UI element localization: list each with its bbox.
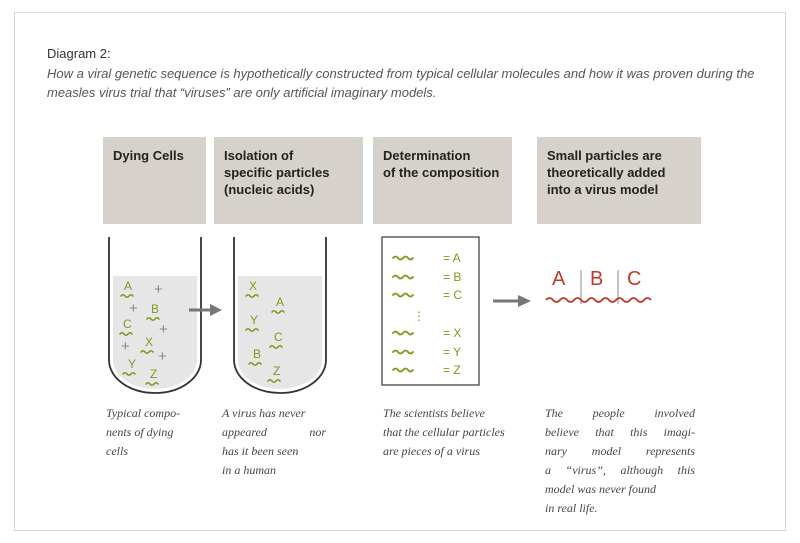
list-item: = A	[443, 251, 461, 265]
list-item: = C	[443, 288, 463, 302]
header-line: Isolation of	[224, 148, 294, 163]
description-line: A virus has never	[222, 406, 306, 420]
list-item: = X	[443, 326, 462, 340]
molecule-label: X	[249, 279, 258, 293]
plus-sign: +	[129, 300, 138, 317]
description-line: model was never found	[545, 482, 656, 496]
description-line: in real life.	[545, 501, 598, 515]
plus-sign: +	[158, 348, 167, 365]
molecule-label: X	[145, 335, 154, 349]
description-line: are pieces of a virus	[383, 444, 480, 458]
composition-list-box	[382, 237, 479, 385]
model-letter: A	[552, 268, 566, 290]
description-line: nary model represents	[545, 444, 695, 458]
molecule-label: C	[274, 330, 283, 344]
header-line: Dying Cells	[113, 148, 184, 163]
description-line: appeared nor	[222, 425, 326, 439]
header-line: Small particles are	[547, 148, 662, 163]
molecule-label: Y	[128, 357, 137, 371]
molecule-label: A	[276, 295, 285, 309]
plus-sign: +	[154, 281, 163, 298]
description-line: has it been seen	[222, 444, 299, 458]
header-line: into a virus model	[547, 182, 659, 197]
molecule-label: C	[123, 317, 132, 331]
molecule-label: Z	[273, 364, 281, 378]
description-line: nents of dying	[106, 425, 174, 439]
description-line: cells	[106, 444, 128, 458]
step-description-isolation	[222, 404, 326, 480]
description-line: The scientists believe	[383, 406, 485, 420]
header-line: specific particles	[224, 165, 330, 180]
description-line: a “virus”, although this	[545, 463, 695, 477]
model-letter: B	[590, 268, 604, 290]
description-line: in a human	[222, 463, 276, 477]
molecule-label: A	[124, 279, 133, 293]
list-item: = Y	[443, 345, 462, 359]
molecule-label: B	[151, 302, 160, 316]
model-letter: C	[627, 268, 642, 290]
header-line: theoretically added	[547, 165, 666, 180]
plus-sign: +	[159, 321, 168, 338]
step-description-determination	[383, 404, 523, 461]
list-item: = Z	[443, 363, 461, 377]
description-line: The people involved	[545, 406, 695, 420]
molecule-label: Y	[250, 313, 259, 327]
test-tube-isolation	[234, 237, 326, 393]
header-line: Determination	[383, 148, 471, 163]
description-line: that the cellular particles	[383, 425, 505, 439]
step-description-virus-model	[545, 404, 695, 518]
arrow-right-icon	[493, 295, 531, 307]
molecule-label: B	[253, 347, 262, 361]
description-line: believe that this imagi-	[545, 425, 695, 439]
header-line: (nucleic acids)	[224, 182, 315, 197]
plus-sign: +	[121, 338, 130, 355]
list-item: = B	[443, 270, 462, 284]
list-item: ⋮	[413, 309, 425, 323]
diagram-caption: How a viral genetic sequence is hypothetically constructed from typical cellular molecules and how it was proven during the measles virus trial that “viruses” are only artificial imaginary models.	[47, 66, 755, 100]
molecule-label: Z	[150, 367, 158, 381]
diagram-title: Diagram 2:	[47, 46, 111, 61]
description-line: Typical compo-	[106, 406, 181, 420]
virus-model-sequence	[546, 268, 651, 304]
test-tube-dying-cells	[109, 237, 201, 393]
step-description-dying-cells	[106, 404, 201, 461]
header-line: of the composition	[383, 165, 500, 180]
